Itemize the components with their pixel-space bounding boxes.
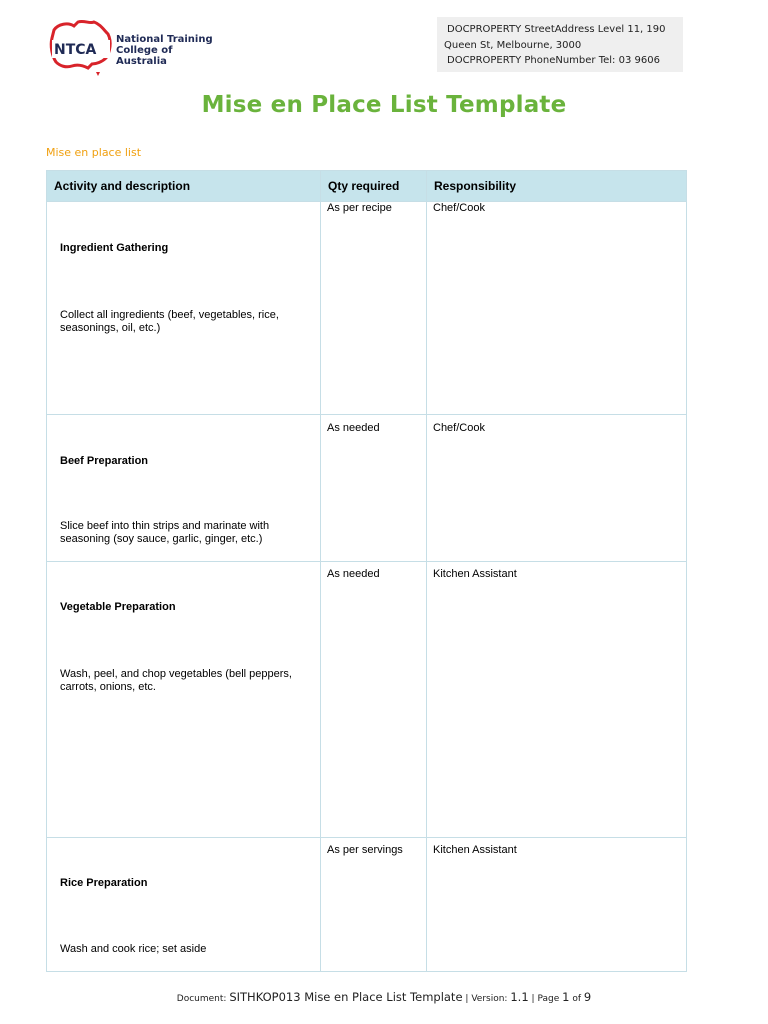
page-footer [0,990,768,1004]
address-line3: DOCPROPERTY PhoneNumber Tel: 03 9606 [447,55,660,67]
activity-description: Slice beef into thin strips and marinate with seasoning (soy sauce, garlic, ginger, etc.) [60,520,270,545]
activity-description: Wash and cook rice; set aside [60,943,207,955]
footer-version: 1.1 [510,990,529,1004]
activity-cell [47,202,321,414]
activity-cell [47,838,321,971]
footer-of-label: of [572,994,581,1004]
responsibility-value: Kitchen Assistant [433,568,517,580]
responsibility-value: Chef/Cook [433,422,485,434]
qty-value: As needed [327,422,380,434]
activity-name: Rice Preparation [60,877,148,889]
table-row [47,562,686,838]
australia-map-icon [48,18,114,80]
page-title: Mise en Place List Template [201,92,567,118]
footer-separator: | [531,994,535,1004]
qty-value: As needed [327,568,380,580]
address-box [437,17,683,72]
activity-name: Ingredient Gathering [60,242,169,254]
address-line1: DOCPROPERTY StreetAddress Level 11, 190 [447,24,666,35]
table-header [47,171,686,202]
address-line2: Queen St, Melbourne, 3000 [444,39,582,51]
table-row [47,838,686,971]
footer-doc-label: Document: [176,994,227,1004]
responsibility-value: Chef/Cook [433,202,485,214]
column-header-responsibility: Responsibility [434,179,517,193]
table-row [47,415,686,562]
qty-cell [321,415,427,561]
column-header-qty: Qty required [321,171,427,201]
section-subheading: Mise en place list [46,146,142,159]
mise-en-place-table [46,170,687,972]
table-row [47,202,686,415]
qty-value: As per recipe [327,202,392,214]
activity-description: Wash, peel, and chop vegetables (bell peppers, carrots, onions, etc. [60,668,292,693]
responsibility-cell [427,202,686,414]
activity-description: Collect all ingredients (beef, vegetables, rice, seasonings, oil, etc.) [60,309,279,334]
qty-cell [321,838,427,971]
ntca-logo [48,18,226,80]
responsibility-cell [427,838,686,971]
responsibility-cell [427,562,686,837]
activity-name: Beef Preparation [60,455,149,467]
footer-doc-name: SITHKOP013 Mise en Place List Template [229,990,463,1004]
svg-text:NTCA: NTCA [54,42,97,58]
responsibility-value: Kitchen Assistant [433,844,517,856]
qty-cell [321,202,427,414]
qty-cell [321,562,427,837]
responsibility-cell [427,415,686,561]
qty-value: As per servings [327,844,403,856]
activity-cell [47,562,321,837]
footer-page-current: 1 [562,990,570,1004]
footer-version-label: Version: [471,994,508,1004]
activity-cell [47,415,321,561]
footer-page-label: Page [537,994,560,1004]
footer-page-total: 9 [583,990,592,1004]
column-header-activity: Activity and description [47,171,321,201]
activity-name: Vegetable Preparation [60,601,176,613]
logo-name-line2: College of Australia [116,45,173,67]
footer-separator: | [465,994,469,1004]
logo-name-line1: National Training [116,34,213,45]
